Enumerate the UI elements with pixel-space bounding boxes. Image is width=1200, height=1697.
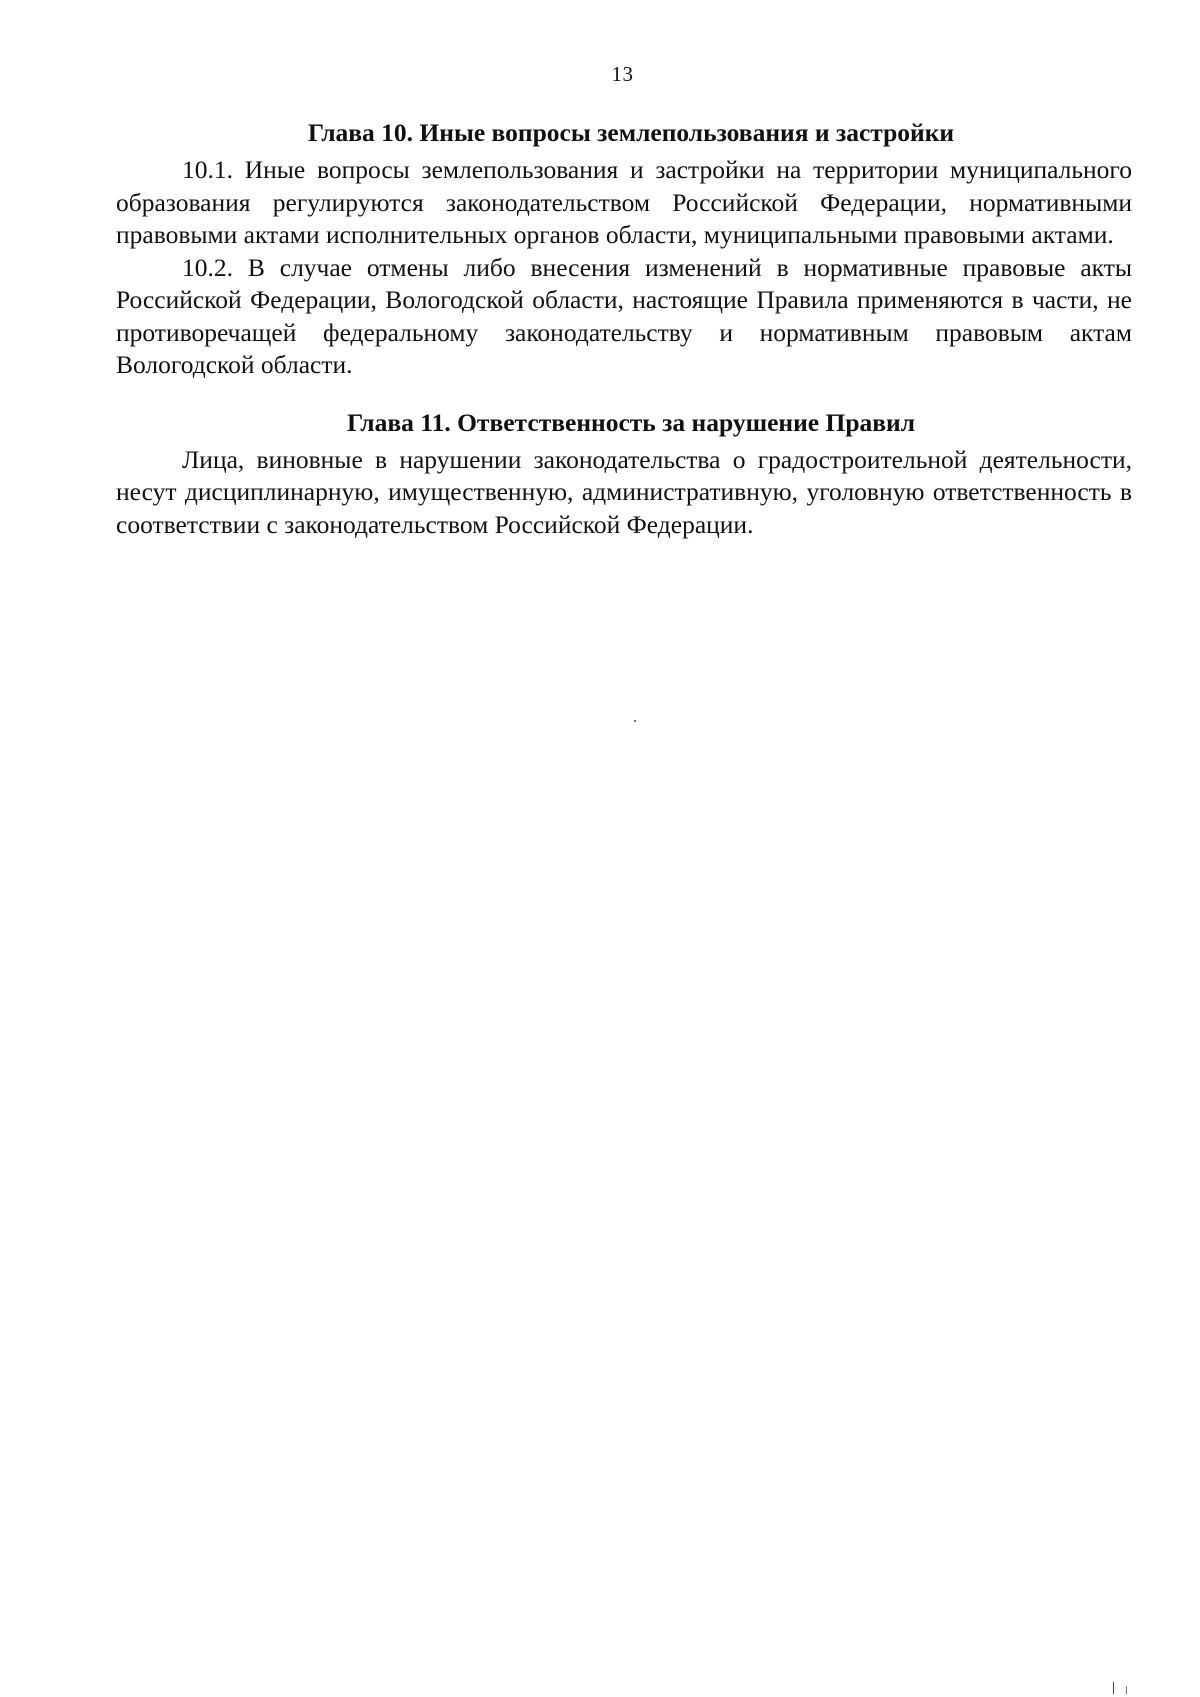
page-number: 13 <box>611 62 634 86</box>
scan-edge-mark <box>1113 1682 1114 1694</box>
scan-edge-mark <box>1126 1686 1127 1694</box>
document-body <box>116 116 1132 541</box>
paragraph-11: Лица, виновные в нарушении законодательства о градостроительной деятельности, несут дисциплинарную, имущественную, административную, уголовную ответственность в соответствии с законодательством Российской Федерации. <box>116 444 1132 539</box>
chapter-heading: Глава 10. Иные вопросы землепользования и застройки <box>307 118 955 147</box>
chapter-10 <box>116 116 1132 382</box>
chapter-heading: Глава 11. Ответственность за нарушение Правил <box>346 407 916 437</box>
paragraph-10-1: 10.1. Иные вопросы землепользования и застройки на территории муниципального образования регулируются законодательством Российской Федерации, нормативными правовыми актами исполнительных органов области, муниципальными правовыми актами. <box>116 155 1132 249</box>
paragraph-10-2: 10.2. В случае отмены либо внесения изменений в нормативные правовые акты Российской Федерации, Вологодской области, настоящие Правила применяются в части, не противоречащей федеральному законодательству и нормативным правовым актам Вологодской области. <box>116 252 1132 379</box>
scan-speck <box>634 720 636 722</box>
chapter-11 <box>116 406 1132 542</box>
